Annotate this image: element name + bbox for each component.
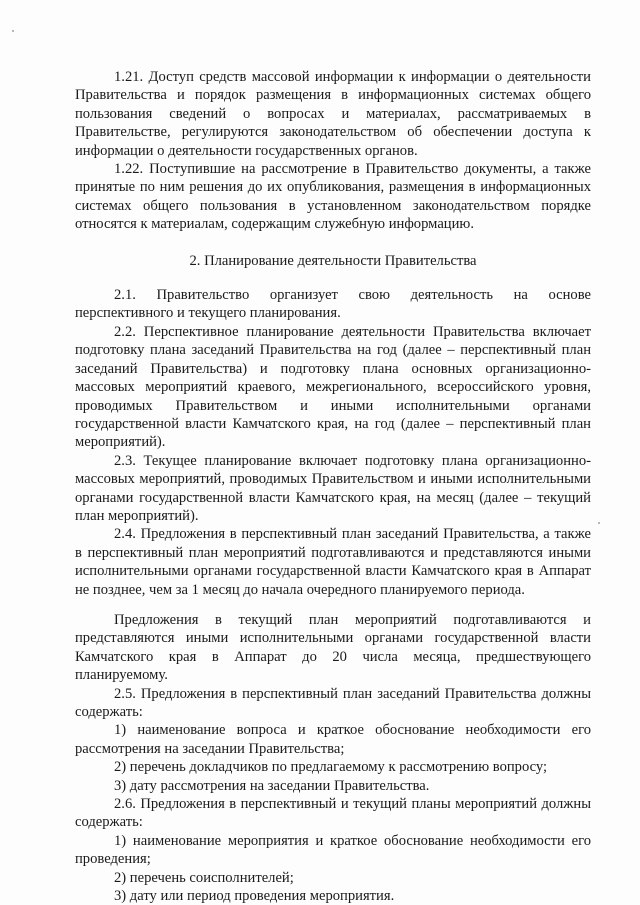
- paragraph-2-1: 2.1. Правительство организует свою деятельность на основе перспективного и текущего планирования.: [75, 287, 591, 322]
- list-item-2-6-1: 1) наименование мероприятия и краткое обоснование необходимости его проведения;: [75, 832, 591, 868]
- paragraph-2-2: 2.2. Перспективное планирование деятельности Правительства включает подготовку плана заседаний Правительства на год (далее – перспективный план заседаний Правительства) и подготовку плана основных организационно-массовых мероприятий краевого, межрегионального, всероссийского уровня, проводимых Правительством и иными исполнительными органами государственной власти Камчатского края, на год (далее – перспективный план мероприятий).: [75, 323, 591, 451]
- paragraph-2-6: 2.6. Предложения в перспективный и текущий планы мероприятий должны содержать:: [75, 796, 591, 831]
- scan-artifact: [12, 30, 14, 32]
- list-item-2-5-3: 3) дату рассмотрения на заседании Правительства.: [114, 777, 430, 794]
- paragraph-1-21: 1.21. Доступ средств массовой информации к информации о деятельности Правительства и порядок размещения в информационных системах общего пользования сведений о вопросах и материалах, рассматриваемых в Правительстве, регулируются законодательством об обеспечении доступа к информации о деятельности государственных органов.: [75, 69, 591, 159]
- section-heading: 2. Планирование деятельности Правительства: [189, 252, 477, 269]
- paragraph-2-4: 2.4. Предложения в перспективный план заседаний Правительства, а также в перспективный план мероприятий подготавливаются и представляются иными исполнительными органами государственной власти Камчатского края в Аппарат не позднее, чем за 1 месяц до начала очередного планируемого периода.: [75, 526, 591, 598]
- document-body: [75, 68, 591, 905]
- list-item-2-6-2: 2) перечень соисполнителей;: [114, 869, 294, 886]
- spacer: [75, 599, 591, 611]
- paragraph-1-22: 1.22. Поступившие на рассмотрение в Правительство документы, а также принятые по ним решения до их опубликования, размещения в информационных системах общего пользования в установленном законодательством порядке относятся к материалам, содержащим служебную информацию.: [75, 161, 591, 233]
- paragraph-2-3: 2.3. Текущее планирование включает подготовку плана организационно-массовых мероприятий, проводимых Правительством и иными исполнительными органами государственной власти Камчатского края, на месяц (далее – текущий план мероприятий).: [75, 452, 591, 524]
- scan-artifact: [598, 522, 600, 524]
- spacer: [75, 234, 591, 252]
- paragraph-2-5: 2.5. Предложения в перспективный план заседаний Правительства должны содержать:: [75, 685, 591, 720]
- list-item-2-5-1: 1) наименование вопроса и краткое обоснование необходимости его рассмотрения на заседании Правительства;: [75, 722, 591, 757]
- list-item-2-5-2: 2) перечень докладчиков по предлагаемому к рассмотрению вопросу;: [114, 759, 548, 776]
- list-item-2-6-3: 3) дату или период проведения мероприятия.: [114, 888, 395, 905]
- paragraph-2-4-continued: Предложения в текущий план мероприятий подготавливаются и представляются иными исполнительными органами государственной власти Камчатского края в Аппарат до 20 числа месяца, предшествующего планируемому.: [75, 611, 591, 684]
- spacer: [75, 270, 591, 286]
